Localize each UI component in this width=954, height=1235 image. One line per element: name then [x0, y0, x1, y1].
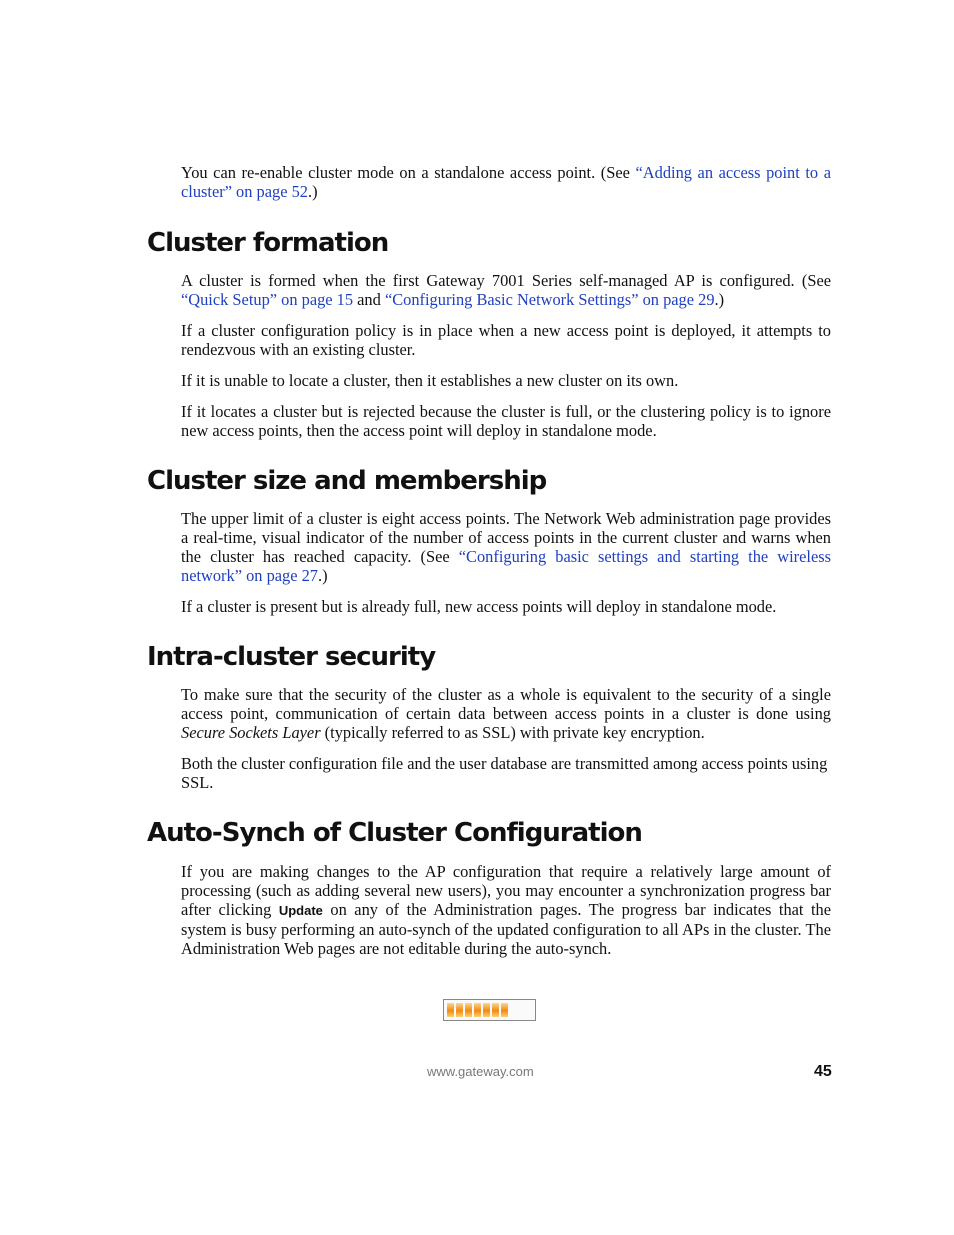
cluster-formation-para-2: If a cluster configuration policy is in place when a new access point is deployed, it attempts to rendezvous with an existing cluster.: [181, 321, 831, 359]
text: .): [318, 566, 328, 585]
update-button-label: Update: [278, 903, 323, 918]
progress-segment: [474, 1003, 481, 1017]
xref-adding-access-point[interactable]: “Adding an access point to a cluster” on page 52: [181, 163, 831, 201]
xref-quick-setup[interactable]: “Quick Setup” on page 15: [181, 290, 354, 309]
progress-segment: [456, 1003, 463, 1017]
cluster-formation-para-4: If it locates a cluster but is rejected because the cluster is full, or the clustering policy is to ignore new access points, then the access point will deploy in standalone mode.: [181, 402, 831, 440]
xref-configuring-basic-settings[interactable]: “Configuring basic settings and starting the wireless network” on page 27: [181, 547, 831, 585]
heading-cluster-size: Cluster size and membership: [147, 466, 547, 496]
heading-auto-synch: Auto-Synch of Cluster Configuration: [147, 818, 642, 848]
xref-configuring-basic-network-settings[interactable]: “Configuring Basic Network Settings” on page 29: [384, 290, 715, 309]
text: The upper limit of a cluster is eight access points. The Network Web administration page provides a real-time, visual indicator of the number of access points in the current cluster and warns when the cluster has reached capacity. (See: [181, 509, 831, 566]
heading-intra-cluster-security: Intra-cluster security: [147, 642, 436, 672]
intro-paragraph: [181, 163, 831, 201]
progress-segment: [447, 1003, 454, 1017]
cluster-size-para-2: If a cluster is present but is already full, new access points will deploy in standalone mode.: [181, 597, 777, 616]
progress-fill: [447, 1003, 508, 1017]
cluster-formation-para-1: [181, 271, 831, 309]
page-number: 45: [814, 1063, 832, 1080]
text: on any of the Administration pages. The progress bar indicates that the system is busy performing an auto-synch of the updated configuration to all APs in the cluster. The Administration Web pages are not editable during the auto-synch.: [181, 900, 831, 958]
cluster-size-para-1: [181, 509, 831, 585]
footer-url: www.gateway.com: [427, 1064, 534, 1079]
intro-tail: .): [307, 182, 318, 201]
progress-segment: [492, 1003, 499, 1017]
text: (typically referred to as SSL) with private key encryption.: [320, 723, 705, 742]
ssl-term: Secure Sockets Layer: [181, 723, 321, 742]
progress-segment: [501, 1003, 508, 1017]
intro-text: You can re-enable cluster mode on a standalone access point. (See: [181, 163, 636, 182]
cluster-formation-para-3: If it is unable to locate a cluster, then it establishes a new cluster on its own.: [181, 371, 679, 390]
progress-segment: [483, 1003, 490, 1017]
text: and: [353, 290, 385, 309]
intra-cluster-para-1: [181, 685, 831, 742]
text: To make sure that the security of the cluster as a whole is equivalent to the security of a single access point, communication of certain data between access points in a cluster is done using: [181, 685, 831, 723]
text: .): [714, 290, 725, 309]
text: If you are making changes to the AP configuration that require a relatively large amount of processing (such as adding several new users), you may encounter a synchronization progress bar after clicking: [181, 862, 831, 919]
auto-synch-para-1: [181, 862, 831, 958]
sync-progress-bar: [443, 999, 536, 1021]
text: A cluster is formed when the first Gateway 7001 Series self-managed AP is configured. (See: [181, 271, 831, 290]
heading-cluster-formation: Cluster formation: [147, 228, 389, 258]
progress-segment: [465, 1003, 472, 1017]
intra-cluster-para-2: Both the cluster configuration file and the user database are transmitted among access points using SSL.: [181, 754, 828, 792]
